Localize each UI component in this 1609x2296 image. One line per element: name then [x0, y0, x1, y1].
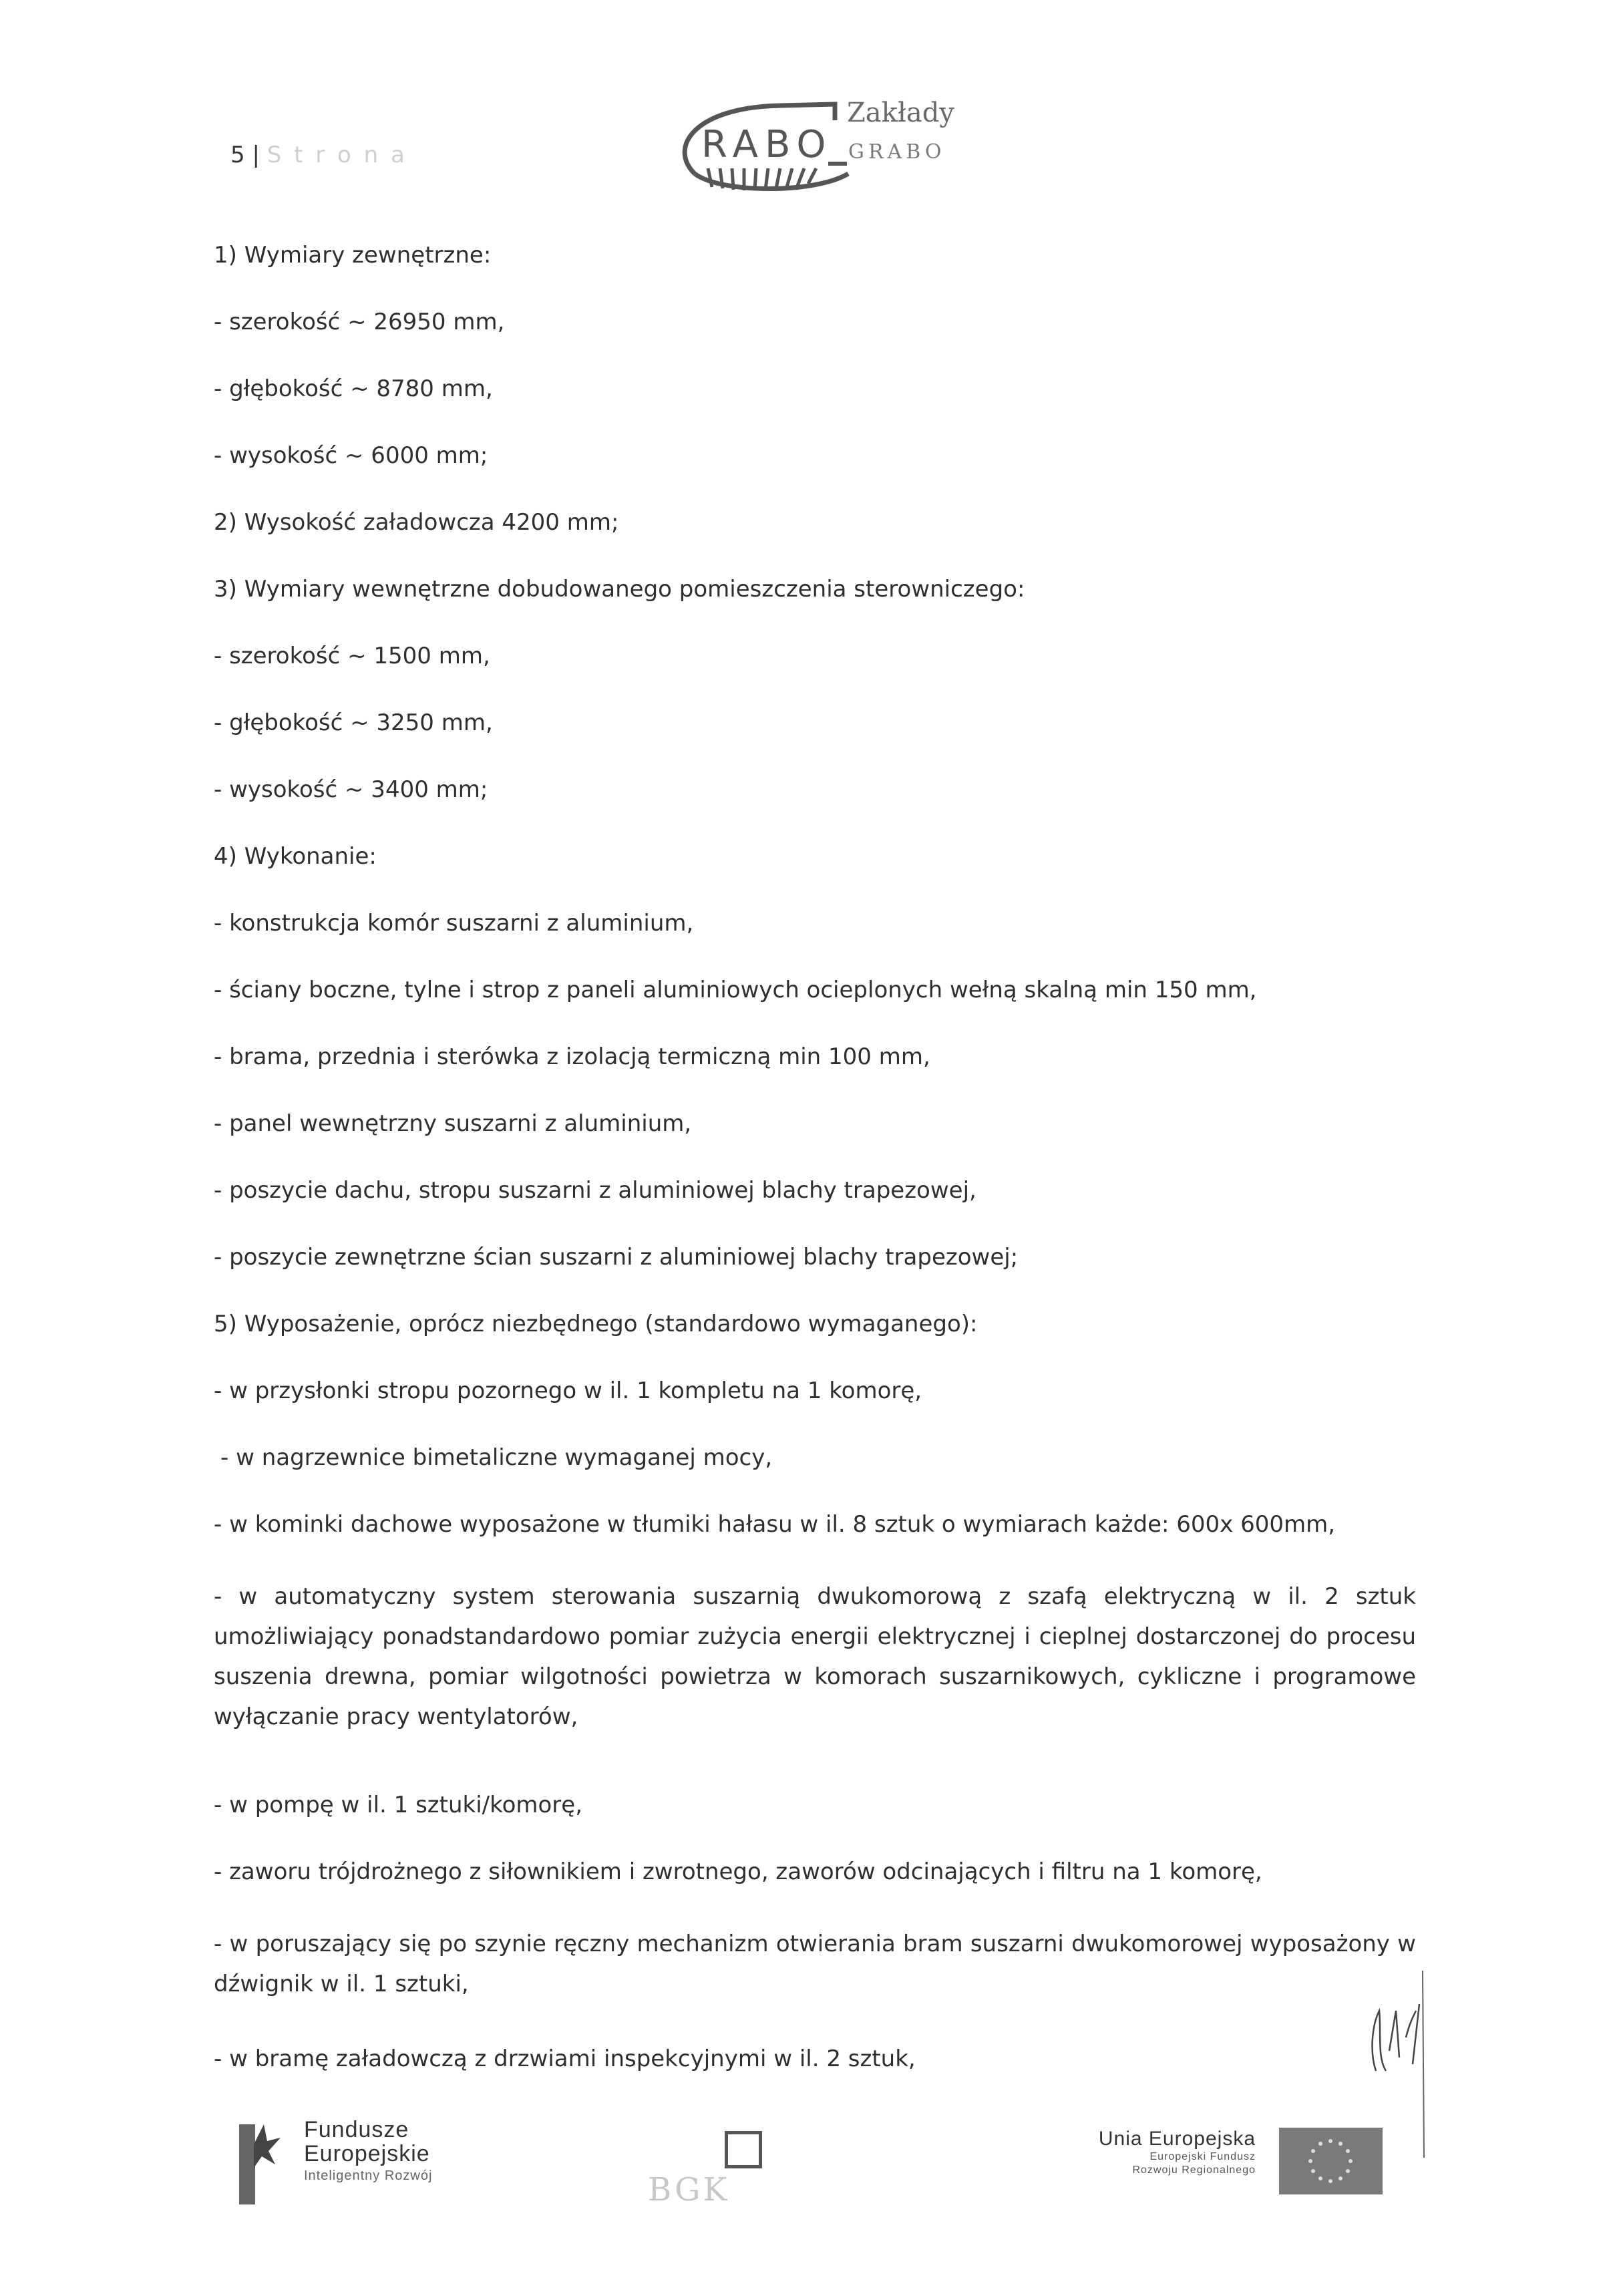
funding-footer [0, 2098, 1609, 2231]
fundusze-europejskie-star-icon [234, 2118, 287, 2211]
page-label: S t r o n a [266, 142, 407, 168]
automation-paragraph: - w automatyczny system sterowania suszarnią dwukomorową z szafą elektryczną w il. 2 sztuk umożliwiający ponadstandardowo pomiar zużycia energii elektrycznej i cieplnej dostarczonej do procesu suszenia drewna, pomiar wilgotności powietrza w komorach suszarnikowych, cykliczne i programowe wyłączanie pracy wentylatorów, [214, 1583, 1416, 1730]
logo-caption-top: Zakłady [847, 98, 954, 128]
spec-item: - ściany boczne, tylne i strop z paneli aluminiowych ocieplonych wełną skalną min 150 mm, [214, 977, 1257, 1003]
page-number-value: 5 | [230, 142, 260, 168]
mechanism-paragraph: - w poruszający się po szynie ręczny mechanizm otwierania bram suszarni dwukomorowej wyposażony w dźwignik w il. 1 sztuki, [214, 1931, 1416, 1997]
spec-item: - w pompę w il. 1 sztuki/komorę, [214, 1792, 583, 1818]
fe-line2: Europejskie [304, 2141, 430, 2166]
spec-item: - wysokość ~ 3400 mm; [214, 776, 488, 803]
fe-line1: Fundusze [304, 2117, 409, 2142]
page-number [230, 142, 407, 168]
section-heading: 5) Wyposażenie, oprócz niezbędnego (standardowo wymaganego): [214, 1311, 978, 1337]
eu-flag-icon [1279, 2128, 1383, 2194]
spec-item: - głębokość ~ 8780 mm, [214, 375, 493, 402]
spec-item: - w przysłonki stropu pozornego w il. 1 kompletu na 1 komorę, [214, 1377, 922, 1404]
spec-item: - poszycie zewnętrzne ścian suszarni z aluminiowej blachy trapezowej; [214, 1244, 1019, 1271]
spec-item: - panel wewnętrzny suszarni z aluminium, [214, 1110, 692, 1137]
spec-item: - wysokość ~ 6000 mm; [214, 442, 488, 469]
spec-item: - szerokość ~ 26950 mm, [214, 309, 505, 335]
spec-item: - w nagrzewnice bimetaliczne wymaganej mocy, [220, 1444, 773, 1471]
ue-line2: Europejski Fundusz [1149, 2151, 1256, 2162]
logo-caption-bottom: GRABO [848, 140, 946, 164]
svg-text:RABO: RABO [701, 123, 833, 166]
spec-item: - w kominki dachowe wyposażone w tłumiki hałasu w il. 8 sztuk o wymiarach każde: 600x 600mm, [214, 1511, 1336, 1538]
bgk-logo [621, 2131, 942, 2211]
spec-item: - zaworu trójdrożnego z siłownikiem i zwrotnego, zaworów odcinających i filtru na 1 komorę, [214, 1858, 1262, 1885]
ue-line1: Unia Europejska [1098, 2128, 1256, 2150]
fundusze-europejskie-label [304, 2118, 432, 2184]
unia-europejska-label [1082, 2128, 1256, 2177]
section-heading: 2) Wysokość załadowcza 4200 mm; [214, 509, 619, 536]
fe-line3: Inteligentny Rozwój [304, 2168, 433, 2183]
spec-item: - brama, przednia i sterówka z izolacją termiczną min 100 mm, [214, 1043, 930, 1070]
section-heading: 1) Wymiary zewnętrzne: [214, 242, 492, 269]
spec-item: - w bramę załadowczą z drzwiami inspekcyjnymi w il. 2 sztuk, [214, 2045, 916, 2072]
spec-item: - głębokość ~ 3250 mm, [214, 709, 493, 736]
section-heading: 4) Wykonanie: [214, 843, 377, 870]
spec-item: - konstrukcja komór suszarni z aluminium, [214, 910, 694, 937]
bgk-square-icon [725, 2131, 762, 2168]
bgk-label: BGK [648, 2171, 730, 2208]
spec-item: - poszycie dachu, stropu suszarni z aluminiowej blachy trapezowej, [214, 1177, 976, 1204]
grabo-logo [668, 94, 975, 200]
spec-item: - szerokość ~ 1500 mm, [214, 643, 490, 669]
ue-line3: Rozwoju Regionalnego [1132, 2164, 1256, 2176]
section-heading: 3) Wymiary wewnętrzne dobudowanego pomieszczenia sterowniczego: [214, 576, 1025, 603]
